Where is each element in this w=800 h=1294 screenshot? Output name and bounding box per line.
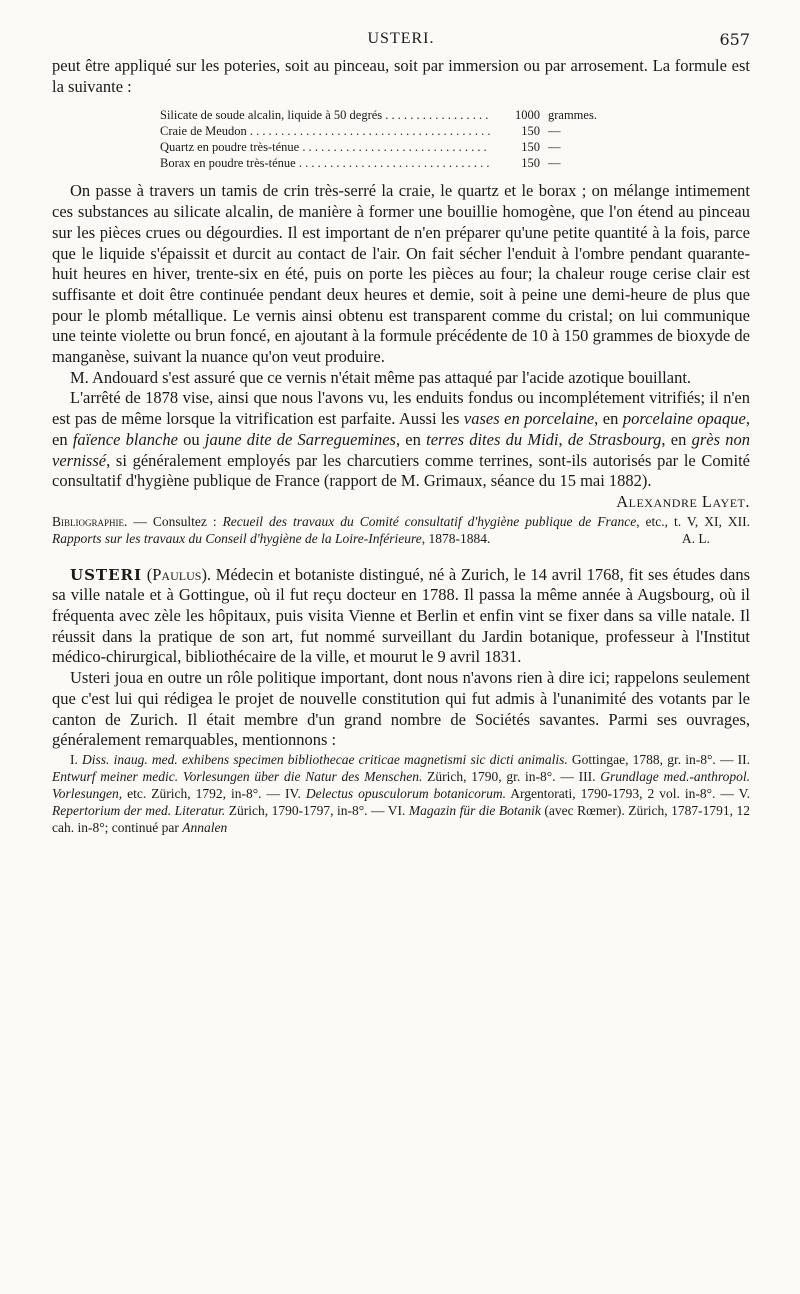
running-header <box>52 30 750 56</box>
page <box>52 30 750 836</box>
page-number: 657 <box>719 30 750 49</box>
paragraph-method: On passe à travers un tamis de crin très-serré la craie, le quartz et le borax ; on mélange intimement ces substances au silicate alcalin, de manière à former une bouillie homogène, que l'on étend au pinceau sur les pièces crues ou dégourdies. Il est important de n'en préparer qu'une petite quantité à la fois, parce que le liquide s'épaissit et durcit au contact de l'air. On fait sécher l'enduit à l'ombre pendant quarante-huit heures en hiver, trente-six en été, puis on porte les pièces au four; la chaleur rouge cerise clair est suffisante et doit être continuée pendant deux heures et demie, soit à peine une demi-heure de plus que pour le plomb métallique. Le vernis ainsi obtenu est transparent comme du cristal; on lui communique une teinte violette ou brun foncé, en ajoutant à la formule précédente de 10 à 150 grammes de bioxyde de manganèse, suivant la nuance qu'on veut produire. <box>52 181 750 367</box>
works-list: I. Diss. inaug. med. exhibens specimen bibliothecae criticae magnetismi sic dicti animalis. Gottingae, 1788, gr. in-8°. — II. Entwurf meiner medic. Vorlesungen über die Natur des Menschen. Zürich, 1790, gr. in-8°. — III. Grundlage med.-anthropol. Vorlesungen, etc. Zürich, 1792, in-8°. — IV. Delectus opusculorum botanicorum. Argentorati, 1790-1793, 2 vol. in-8°. — V. Repertorium der med. Literatur. Zürich, 1790-1797, in-8°. — VI. Magazin für die Botanik (avec Rœmer). Zürich, 1787-1791, 12 cah. in-8°; continué par Annalen <box>52 751 750 835</box>
ingredient-name: Borax en poudre très-ténue . . . <box>160 155 490 171</box>
ingredient-amount: 150 <box>521 124 540 139</box>
intro-paragraph: peut être appliqué sur les poteries, soit au pinceau, soit par immersion ou par arrosement. La formule est la suivante : <box>52 56 750 96</box>
formula-row <box>160 139 610 155</box>
formula-row <box>160 155 610 171</box>
author-initials: A. L. <box>681 530 710 546</box>
ingredient-name: Craie de Meudon . . . <box>160 123 490 139</box>
formula-row <box>160 123 610 139</box>
bibliography: Bibliographie. — Consultez : Recueil des travaux du Comité consultatif d'hygiène publique de France, etc., t. V, XI, XII. Rapports sur les travaux du Conseil d'hygiène de la Loire-Inférieure, 1878-1884. A. L. <box>52 513 750 546</box>
ingredient-unit: — <box>548 156 561 171</box>
bibliography-label: Bibliographie. <box>52 513 128 529</box>
entry-headword: USTERI <box>70 565 142 584</box>
formula-row <box>160 107 610 123</box>
entry-given-name: Paulus <box>152 564 202 584</box>
ingredient-unit: grammes. <box>548 108 597 123</box>
paragraph-arrete: L'arrêté de 1878 vise, ainsi que nous l'avons vu, les enduits fondus ou incomplétement vitrifiés; il n'en est pas de même lorsque la vitrification est parfaite. Aussi les vases en porcelaine, en porcelaine opaque, en faïence blanche ou jaune dite de Sarreguemines, en terres dites du Midi, de Strasbourg, en grès non vernissé, si généralement employés par les charcutiers comme terrines, sont-ils autorisés par le Comité consultatif d'hygiène publique de France (rapport de M. Grimaux, séance du 15 mai 1882). Alexandre Layet. <box>52 388 751 511</box>
article-body <box>52 56 750 836</box>
paragraph-politics: Usteri joua en outre un rôle politique important, dont nous n'avons rien à dire ici; rappelons seulement que c'est lui qui rédigea le projet de nouvelle constitution qui fut admis à l'unanimité des votants par le canton de Zurich. Il était membre d'un grand nombre de Sociétés savantes. Parmi ses ouvrages, généralement remarquables, mentionnons : <box>52 668 750 750</box>
ingredient-unit: — <box>548 140 561 155</box>
ingredient-amount: 1000 <box>515 108 540 123</box>
ingredient-amount: 150 <box>521 140 540 155</box>
paragraph-andouard: M. Andouard s'est assuré que ce vernis n'était même pas attaqué par l'acide azotique bouillant. <box>70 367 692 387</box>
running-title: USTERI. <box>367 30 435 47</box>
author-signature: Alexandre Layet. <box>616 491 750 511</box>
formula-table <box>160 107 610 171</box>
ingredient-unit: — <box>548 124 561 139</box>
ingredient-name: Quartz en poudre très-ténue . . . <box>160 139 490 155</box>
entry-usteri: USTERI (Paulus). Médecin et botaniste distingué, né à Zurich, le 14 avril 1768, fit ses études dans sa ville natale et à Gottingue, où il fut reçu docteur en 1788. Il passa la même année à Augsbourg, où il fréquenta avec zèle les hôpitaux, puis visita Vienne et Berlin et enfin vint se fixer dans sa ville natale. Il réussit dans la pratique de son art, fut nommé surveillant du Jardin botanique, professeur à l'Institut médico-chirurgical, bibliothécaire de la ville, et mourut le 9 avril 1831. <box>52 564 751 667</box>
ingredient-name: Silicate de soude alcalin, liquide à 50 degrés . . . <box>160 107 490 123</box>
ingredient-amount: 150 <box>521 156 540 171</box>
